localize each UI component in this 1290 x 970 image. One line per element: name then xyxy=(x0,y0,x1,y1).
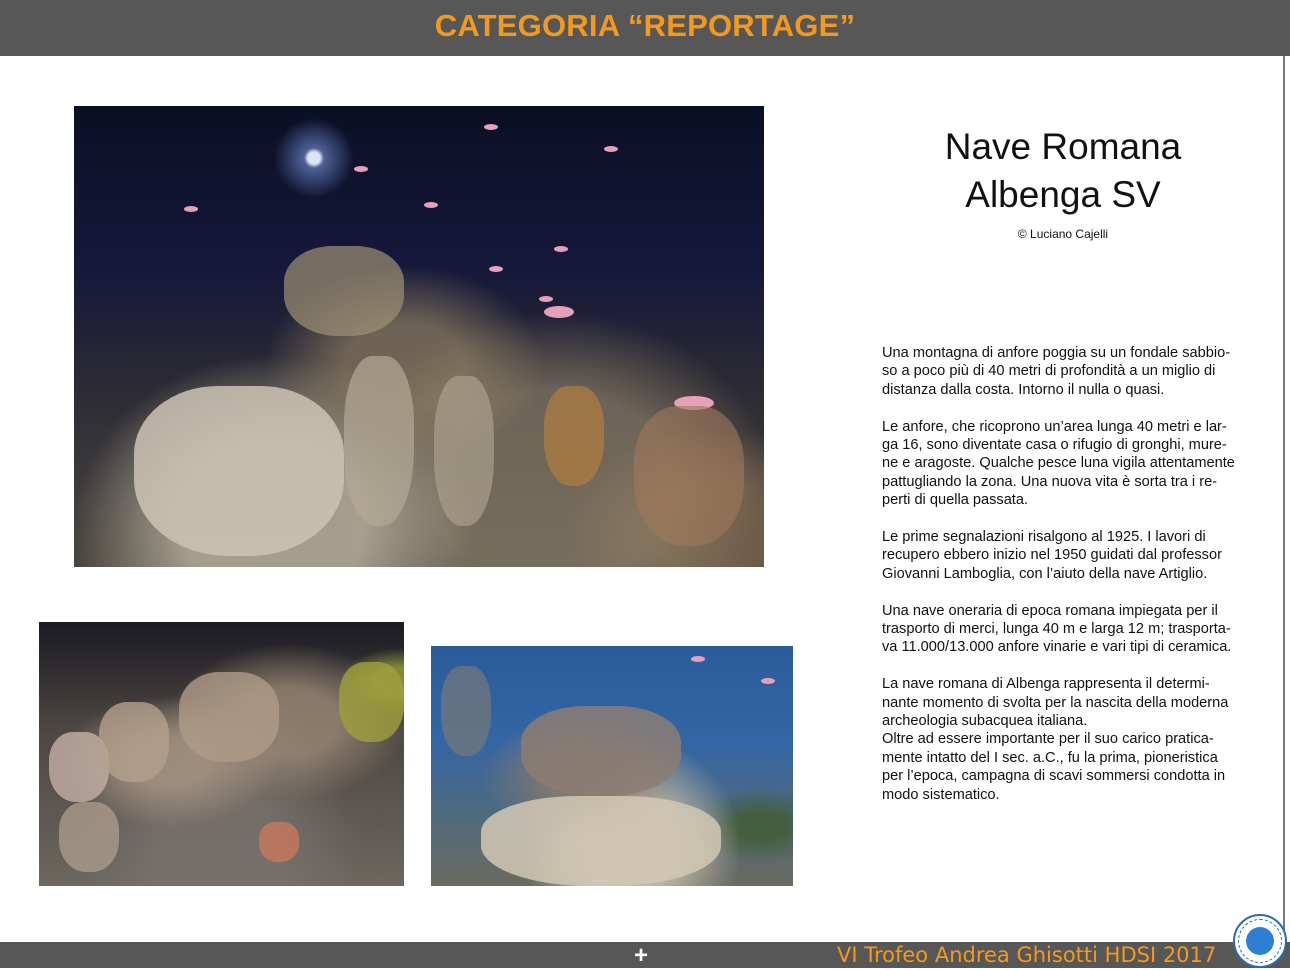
paragraph: La nave romana di Albenga rappresenta il determi- nante momento di svolta per la nascita della moderna archeologia subacquea italiana. Oltre ad essere importante per il suo carico pratica- mente intatto del I sec. a.C., fu la prima, pioneristica per l’epoca, campagna di scavi sommersi condotta in modo sistematico. xyxy=(882,676,1229,803)
page-title: CATEGORIA “REPORTAGE” xyxy=(434,8,856,43)
main-photo-amphorae-fish xyxy=(74,106,764,567)
paragraph: Le anfore, che ricoprono un’area lunga 40 metri e lar- ga 16, sono diventate casa o rifugio di gronghi, mure- ne e aragoste. Qualche pesce luna vigila attentamente pattugliando la zona. Una nuova vita è sorta tra i re- perti di quella passata. xyxy=(882,418,1235,509)
right-divider xyxy=(1283,56,1285,942)
header-bar xyxy=(0,0,1290,56)
plus-icon: + xyxy=(634,942,649,969)
entry-title-line2: Albenga SV xyxy=(965,174,1161,215)
footer-bar xyxy=(0,942,1290,968)
paragraph: Una nave oneraria di epoca romana impiegata per il trasporto di merci, lunga 40 m e larga 12 m; trasporta- va 11.000/13.000 anfore vinarie e vari tipi di ceramica. xyxy=(882,602,1232,656)
footer-title: VI Trofeo Andrea Ghisotti HDSI 2017 xyxy=(837,943,1217,967)
hdsi-logo-icon xyxy=(1233,914,1287,968)
entry-title-line1: Nave Romana xyxy=(944,126,1182,167)
photo-amphora-moray xyxy=(431,646,793,886)
entry-description xyxy=(882,344,1254,822)
paragraph: Le prime segnalazioni risalgono al 1925. I lavori di recupero ebbero inizio nel 1950 guidati dal professor Giovanni Lamboglia, con l’aiuto della nave Artiglio. xyxy=(882,529,1222,582)
photo-credit: © Luciano Cajelli xyxy=(1017,227,1109,241)
paragraph: Una montagna di anfore poggia su un fondale sabbio- so a poco più di 40 metri di profondità a un miglio di distanza dalla costa. Intorno il nulla o quasi. xyxy=(882,345,1231,398)
photo-amphora-pile xyxy=(39,622,404,886)
